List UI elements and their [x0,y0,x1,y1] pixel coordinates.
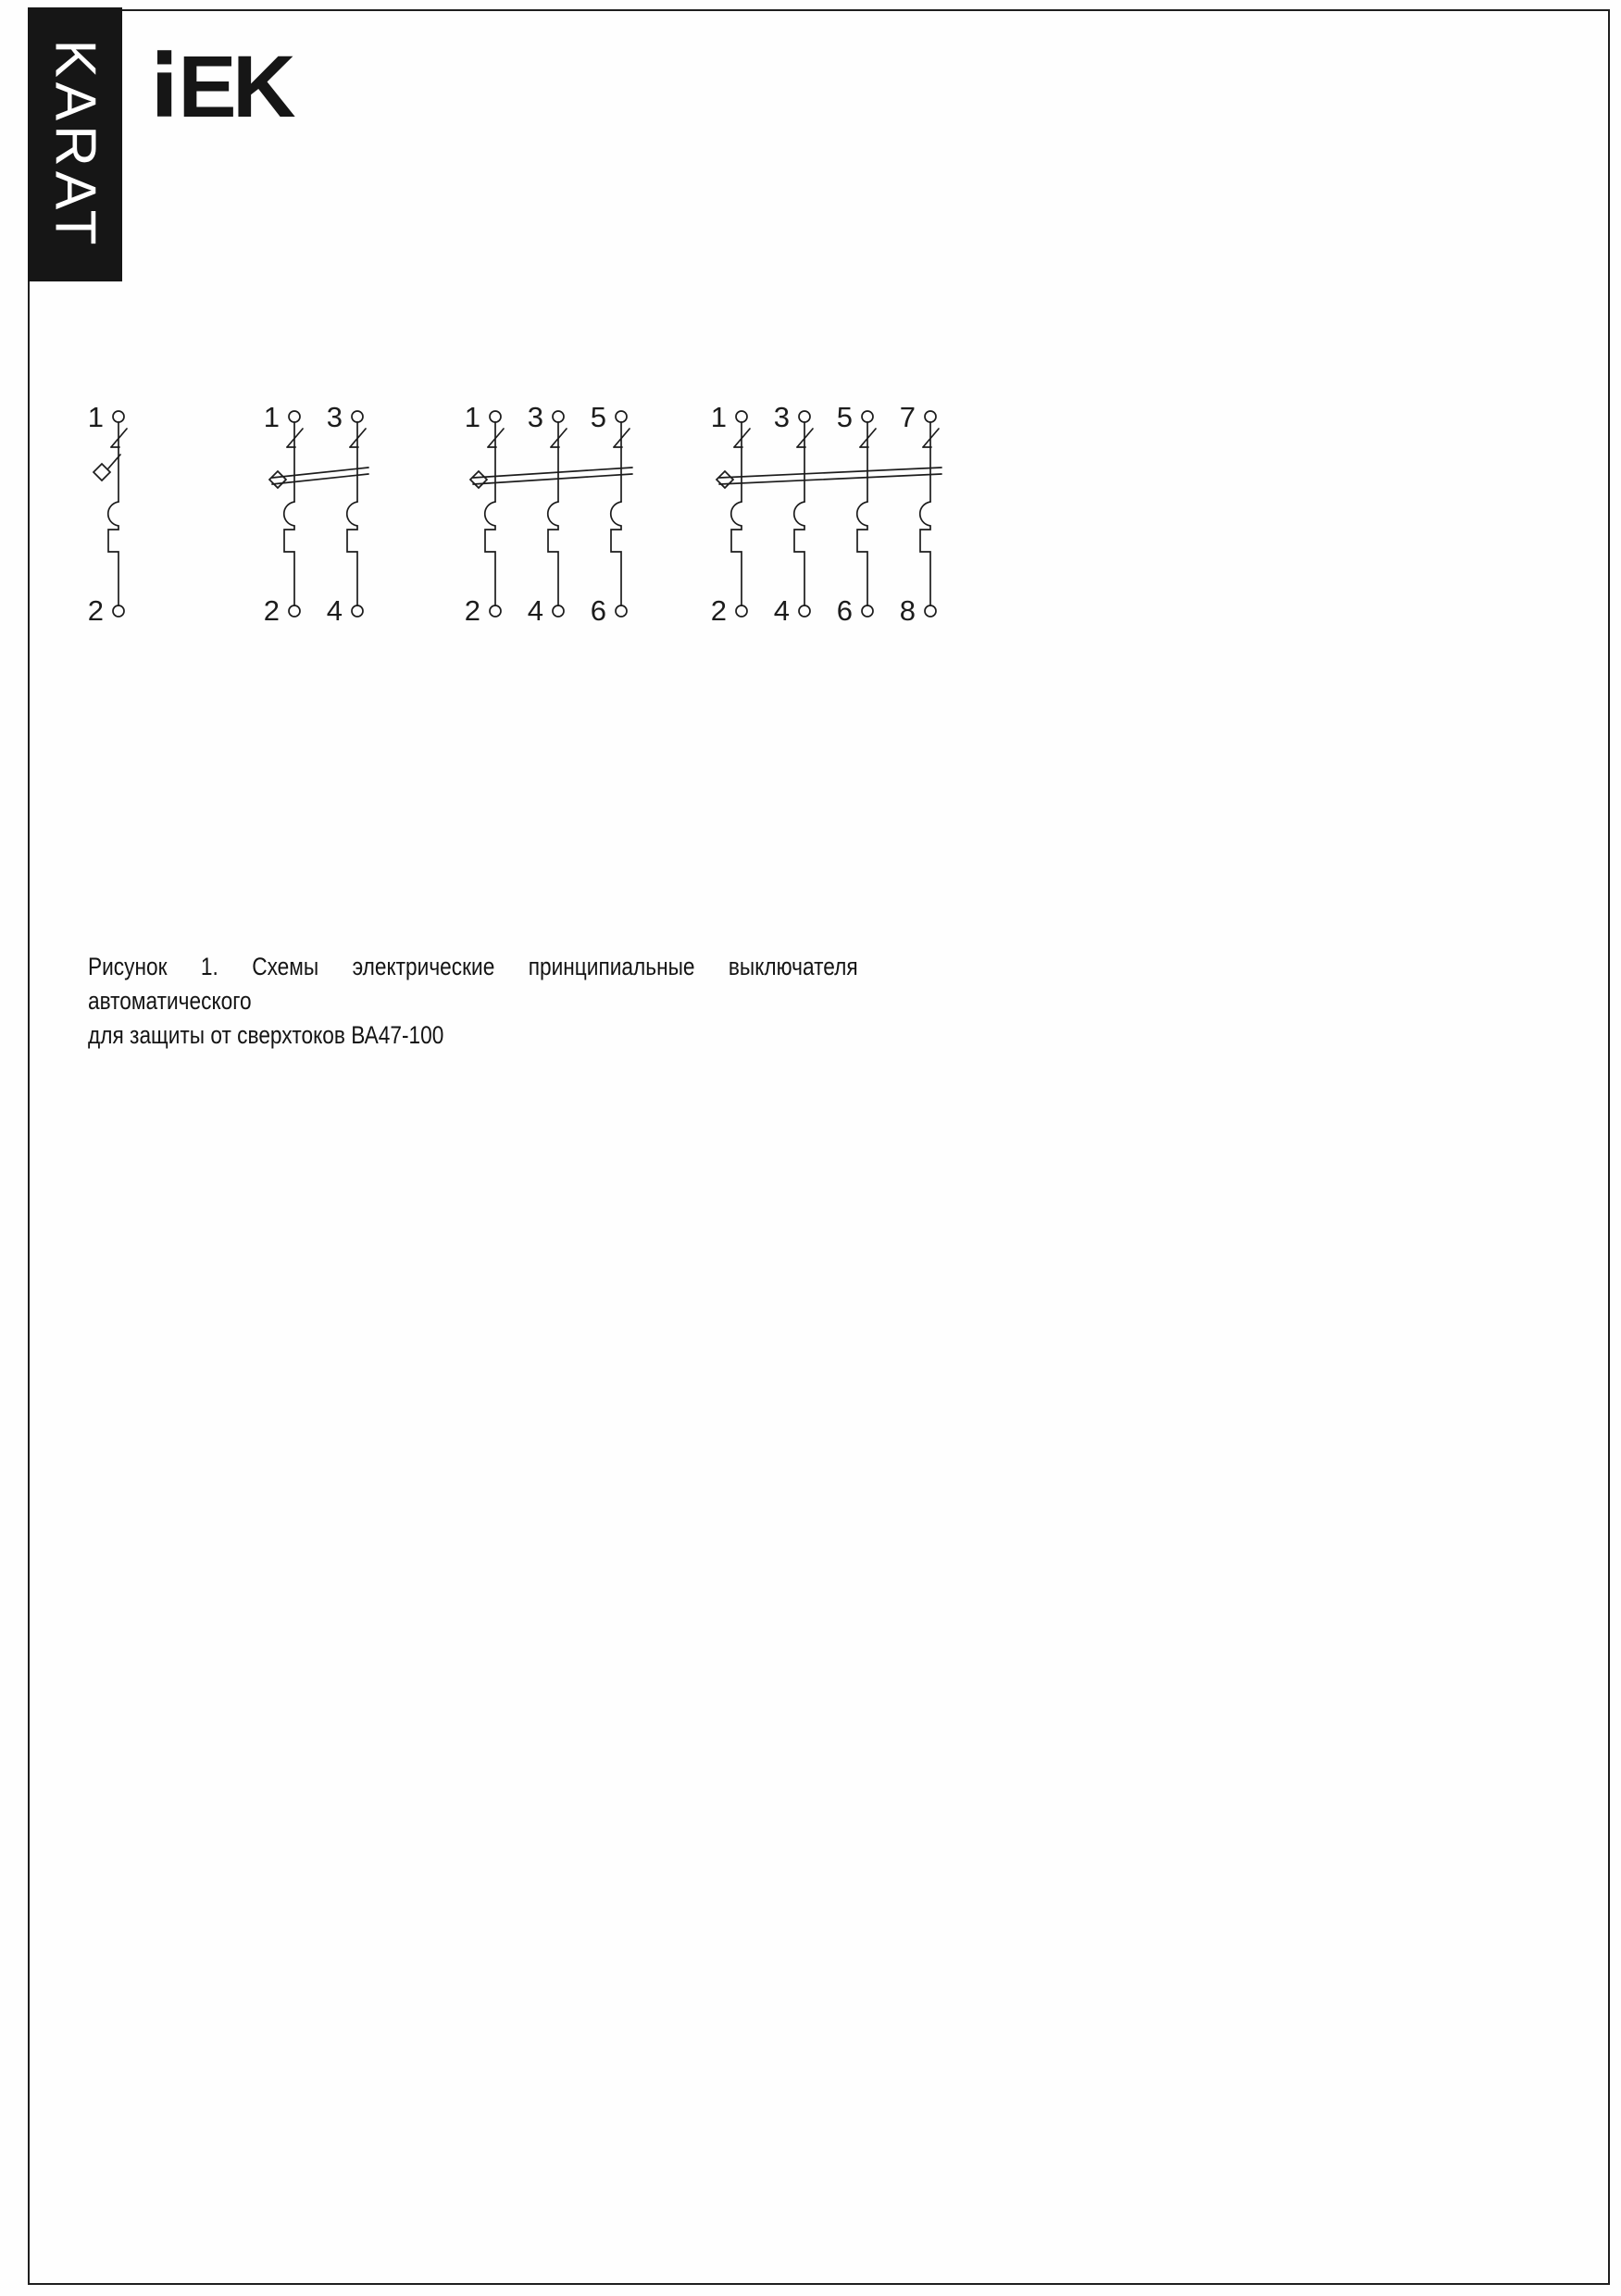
schematics-row [0,406,1621,637]
breaker-schematic-2-pole [253,406,387,637]
schematic-strokes [94,411,127,617]
top-terminal-label: 1 [710,406,727,433]
bottom-terminal [352,605,363,617]
bottom-terminal-label: 8 [899,594,916,627]
bottom-terminal-label: 4 [773,594,790,627]
thermal-release [108,502,118,605]
top-terminal-label: 3 [527,406,543,433]
top-terminal [289,411,300,422]
thermal-release [731,502,742,605]
figure-caption-line2: для защиты от сверхтоков ВА47-100 [88,1021,444,1049]
top-terminal [736,411,747,422]
iek-logo-graphic [157,50,298,117]
top-terminal [553,411,564,422]
thermal-release [857,502,867,605]
bottom-terminal [862,605,873,617]
iek-logo-i-stem-icon [157,72,171,116]
bottom-terminal [113,605,124,617]
top-terminal-label: 1 [263,406,280,433]
iek-logo [157,50,298,117]
brand-karat-label: KARAT [43,39,107,250]
karat-banner [28,7,122,281]
breaker-schematic-3-pole [454,406,651,637]
thermal-release [794,502,804,605]
thermal-release [920,502,930,605]
bottom-terminal [616,605,627,617]
top-terminal-label: 3 [326,406,343,433]
schematic-strokes [470,411,632,617]
top-terminal [113,411,124,422]
thermal-release [485,502,495,605]
mechanism-latch-square-icon [94,464,110,480]
top-terminal [490,411,501,422]
mechanism-latch-square-icon [717,471,733,488]
mechanism-latch-square-icon [470,471,487,488]
thermal-release [611,502,621,605]
iek-logo-i-dot-icon [157,50,171,64]
breaker-schematic-1-pole [77,406,148,637]
top-terminal [799,411,810,422]
top-terminal-label: 3 [773,406,790,433]
top-terminal-label: 5 [836,406,853,433]
bottom-terminal-label: 2 [87,594,104,627]
bottom-terminal-label: 4 [527,594,543,627]
schematic-strokes [717,411,941,617]
breaker-schematic-4-pole [700,406,960,637]
top-terminal-label: 7 [899,406,916,433]
top-terminal [925,411,936,422]
thermal-release [284,502,294,605]
bottom-terminal [553,605,564,617]
mechanism-latch-square-icon [269,471,286,488]
page-border [28,9,1610,2285]
bottom-terminal [925,605,936,617]
figure-caption [88,950,858,1053]
bottom-terminal-label: 6 [836,594,853,627]
bottom-terminal-label: 2 [464,594,480,627]
bottom-terminal-label: 2 [263,594,280,627]
bottom-terminal [799,605,810,617]
schematic-strokes [269,411,368,617]
thermal-release [548,502,558,605]
top-terminal-label: 5 [590,406,606,433]
bottom-terminal [490,605,501,617]
top-terminal-label: 1 [464,406,480,433]
bottom-terminal-label: 4 [326,594,343,627]
figure-caption-line1: Рисунок 1. Схемы электрические принципиальные выключателя автоматического [88,953,858,1015]
top-terminal-label: 1 [87,406,104,433]
top-terminal [862,411,873,422]
bottom-terminal-label: 2 [710,594,727,627]
top-terminal [616,411,627,422]
bottom-terminal [289,605,300,617]
iek-logo-letters: EK [178,50,293,117]
thermal-release [347,502,357,605]
bottom-terminal-label: 6 [590,594,606,627]
bottom-terminal [736,605,747,617]
top-terminal [352,411,363,422]
